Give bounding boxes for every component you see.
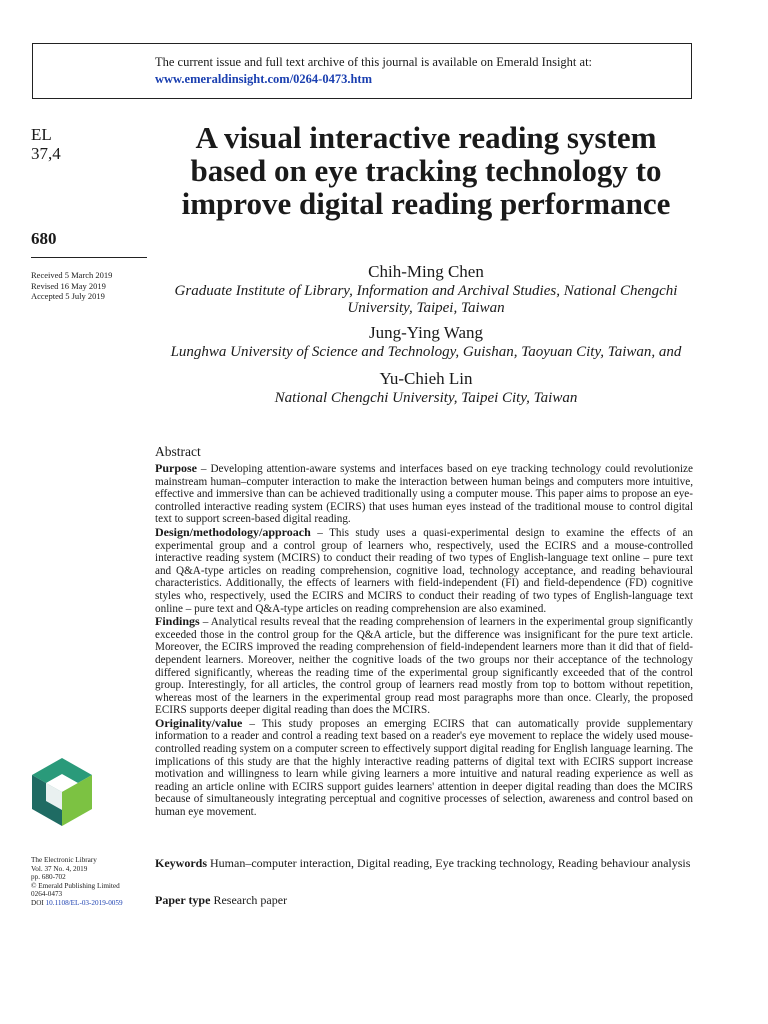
publisher: © Emerald Publishing Limited xyxy=(31,881,120,890)
paper-type xyxy=(155,893,287,908)
journal-volume-block xyxy=(31,125,149,163)
keywords-label: Keywords xyxy=(155,856,207,870)
abstract-findings xyxy=(155,615,693,717)
abstract-originality xyxy=(155,717,693,819)
submission-dates xyxy=(31,270,112,302)
journal-pages: pp. 680-702 xyxy=(31,873,66,882)
doi-link[interactable]: 10.1108/EL-03-2019-0059 xyxy=(45,898,123,907)
revised-date: Revised 16 May 2019 xyxy=(31,280,106,291)
article-title: A visual interactive reading system based on eye tracking technology to improve digital reading performance xyxy=(181,120,671,221)
left-divider-top xyxy=(31,257,147,258)
keywords xyxy=(155,856,693,871)
abstract-design xyxy=(155,526,693,615)
doi-line xyxy=(31,899,123,908)
abstract-purpose xyxy=(155,462,693,526)
notice-text: The current issue and full text archive of this journal is available on Emerald Insight at: xyxy=(155,55,593,69)
paper-type-label: Paper type xyxy=(155,893,211,907)
abstract xyxy=(155,444,693,819)
author-name: Yu-Chieh Lin xyxy=(379,369,473,388)
author-affiliation: National Chengchi University, Taipei City, Taiwan xyxy=(274,390,578,406)
author-name: Jung-Ying Wang xyxy=(368,323,483,342)
volume-issue: 37,4 xyxy=(31,144,61,163)
section-text: – This study proposes an emerging ECIRS that can automatically provide supplementary information to a reader and control a reading text based on a reader's eye movement to replace the widely used mouse-controlled reading system on a computer screen to effectively support digital reading for English language learning. The implications of this study are that the highly interactive reading patterns of digital text with ECIRS support increase motivation and willingness to learn while giving learners a more intuitive and natural reading experience as well as reading an article online with ECIRS support guides learners' attention in deeper digital reading than does the MCIRS because of simultaneously integrating perceptual and cognitive processes of selection, awareness and control based on human eye movement. xyxy=(155,717,693,819)
section-text: – This study uses a quasi-experimental design to examine the effects of an experimental group and a control group of learners who, respectively, used the ECIRS and a mouse-controlled interactive reading system (MCIRS) to conduct their reading of two types of English-language text online – pure text and Q&A-type articles on reading comprehension, cognitive load, technology acceptance, and reading behavioural characteristics. Additionally, the effects of learners with field-independent (FI) and field-dependence (FD) cognitive styles who, respectively, used the ECIRS and MCIRS to conduct their reading of two types of English-language text online – pure text and Q&A-type articles on reading comprehension are also examined. xyxy=(155,526,693,615)
emerald-logo-icon xyxy=(31,757,93,827)
journal-name: The Electronic Library xyxy=(31,856,97,864)
accepted-date: Accepted 5 July 2019 xyxy=(31,291,105,301)
issn: 0264-0473 xyxy=(31,890,63,899)
author-name: Chih-Ming Chen xyxy=(368,262,484,281)
doi-label: DOI xyxy=(31,898,44,907)
journal-info xyxy=(31,856,123,908)
journal-access-notice xyxy=(32,43,692,99)
received-date: Received 5 March 2019 xyxy=(31,270,113,280)
journal-abbreviation: EL xyxy=(31,125,52,144)
section-label: Purpose xyxy=(155,461,197,475)
journal-url-link[interactable]: www.emeraldinsight.com/0264-0473.htm xyxy=(155,72,372,86)
keywords-text: Human–computer interaction, Digital reading, Eye tracking technology, Reading behaviour analysis xyxy=(207,856,691,870)
page-number: 680 xyxy=(31,229,57,248)
section-label: Findings xyxy=(155,614,200,629)
section-label: Design/methodology/approach xyxy=(155,524,311,539)
abstract-heading: Abstract xyxy=(155,444,201,459)
section-text: – Developing attention-aware systems and interfaces based on eye tracking technology could revolutionize mainstream human–computer interaction to make the interaction between human beings and computers more intuitive, effective and immersive than can be achieved traditionally using a computer mouse. This paper aims to propose an eye-controlled interactive reading system (ECIRS) that uses human eyes instead of the traditional mouse to control digital text to support screen-based digital reading. xyxy=(155,463,693,526)
author-affiliation: Graduate Institute of Library, Information and Archival Studies, National Chengchi University, Taipei, Taiwan xyxy=(174,283,678,316)
journal-volume: Vol. 37 No. 4, 2019 xyxy=(31,864,88,873)
section-text: – Analytical results reveal that the reading comprehension of learners in the experimental group significantly exceeded those in the control group for the Q&A article, but the difference was insignificant for the pure text article. Moreover, the ECIRS improved the reading comprehension of field-independent learners more than it did that of field-dependent learners. Moreover, neither the cognitive loads of the two groups nor their acceptance of the technology differed significantly, whereas the reading time of the experimental group significantly exceeded that of the control group. Interestingly, for all articles, the control group of learners read mostly from top to bottom without repetition, whereas most of the learners in the experimental group read most paragraphs more than once. Clearly, the proposed ECIRS supports deeper digital reading than does the MCIRS. xyxy=(155,616,693,717)
paper-type-text: Research paper xyxy=(210,893,288,907)
section-label: Originality/value xyxy=(155,715,243,730)
author-affiliation: Lunghwa University of Science and Technology, Guishan, Taoyuan City, Taiwan, and xyxy=(170,344,682,360)
